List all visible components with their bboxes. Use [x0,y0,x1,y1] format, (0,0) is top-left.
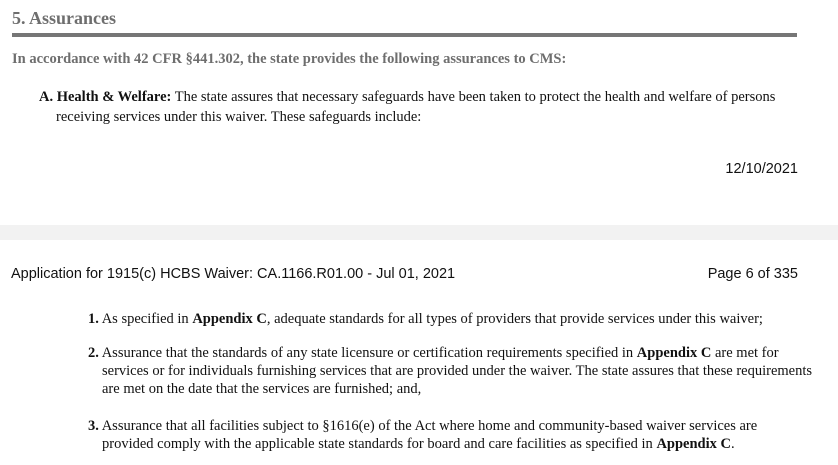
section-title-rule [12,33,797,37]
page-footer-date: 12/10/2021 [725,161,798,177]
assurance-item-a-label: A. Health & Welfare: [39,89,172,105]
safeguard-text: are met for services or for individuals furnishing services that are provided under the waiver. The state assures that these requirements are met on the date that the services are furnished; and, [102,345,813,397]
page-number: Page 6 of 335 [707,266,798,282]
safeguard-text: As specified in [101,311,193,327]
page-break-band [0,225,838,240]
assurance-item-a-text: The state assures that necessary safeguards have been taken to protect the health and welfare of persons receiving services under this waiver. These safeguards include: [56,89,776,125]
safeguard-text: . [730,436,735,452]
safeguard-item-3 [88,417,812,453]
page-header-title: Application for 1915(c) HCBS Waiver: CA.1166.R01.00 - Jul 01, 2021 [11,266,456,282]
safeguard-text: Assurance that the standards of any state licensure or certification requirements specified in [101,345,637,361]
section-title: 5. Assurances [12,8,117,28]
section-intro: In accordance with 42 CFR §441.302, the state provides the following assurances to CMS: [12,51,567,67]
safeguard-item-2 [88,344,812,398]
appendix-reference: Appendix C [192,311,267,327]
appendix-reference: Appendix C [656,436,731,452]
assurance-item-a [39,87,796,127]
appendix-reference: Appendix C [636,345,712,361]
safeguard-text: Assurance that all facilities subject to §1616(e) of the Act where home and community-based waiver services are provided comply with the applicable state standards for board and care facilities as specified in [101,418,758,452]
safeguard-text: , adequate standards for all types of providers that provide services under this waiver; [266,311,763,327]
safeguard-number: 1. [88,311,99,327]
safeguard-number: 2. [88,345,99,361]
safeguard-item-1 [88,310,812,328]
safeguard-number: 3. [88,418,99,434]
